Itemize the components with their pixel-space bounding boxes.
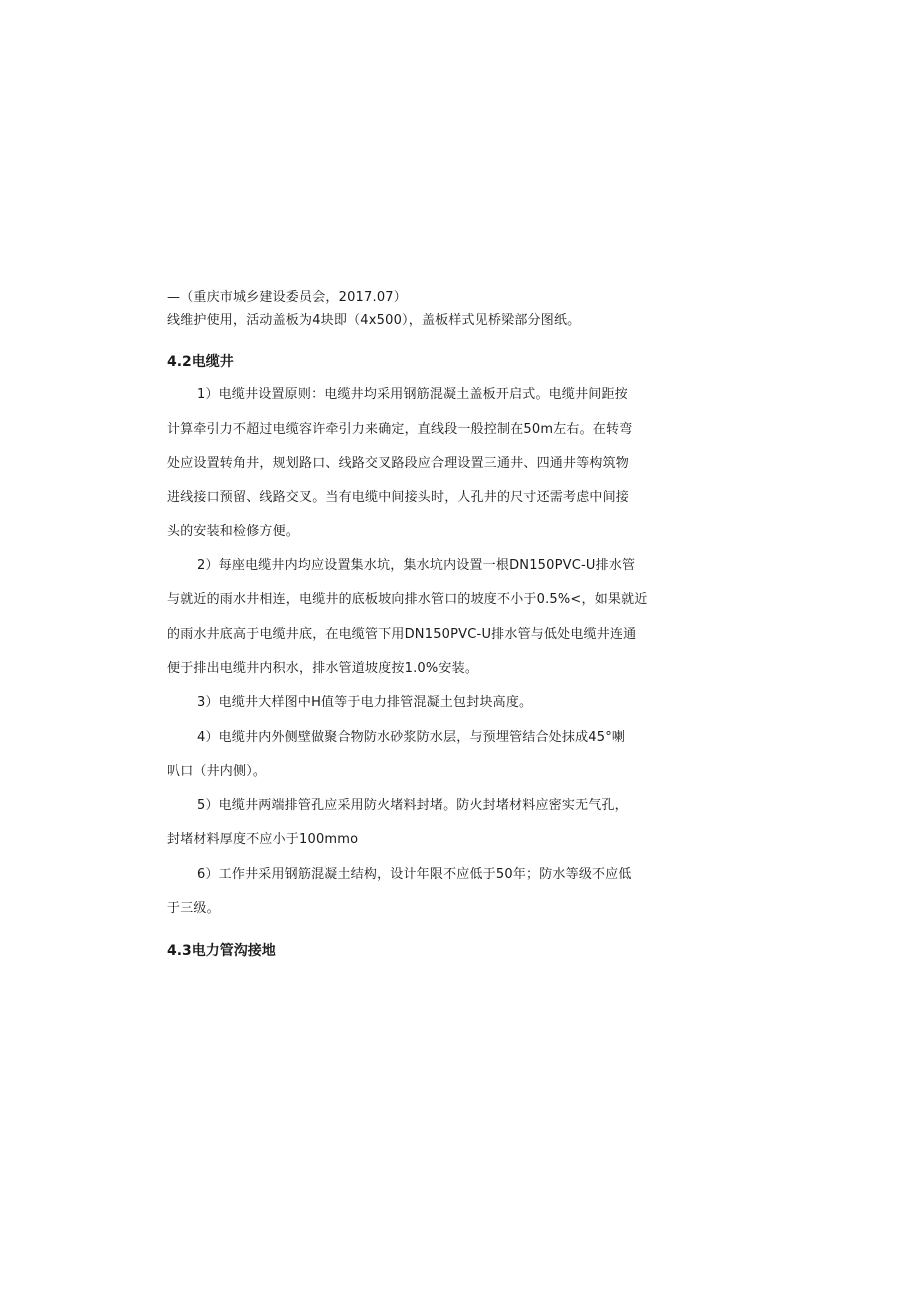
paragraph-2-line: 的雨水井底高于电缆井底，在电缆管下用DN150PVC-U排水管与低处电缆井连通: [167, 627, 637, 642]
paragraph-2-line: 便于排出电缆井内积水，排水管道坡度按1.0%安装。: [167, 661, 479, 676]
paragraph-4-line: 4）电缆井内外侧壁做聚合物防水砂浆防水层，与预埋管结合处抹成45°喇: [197, 730, 626, 745]
paragraph-6-line: 6）工作井采用钢筋混凝土结构，设计年限不应低于50年；防水等级不应低: [197, 867, 632, 882]
paragraph-4-line: 叭口（井内侧）。: [167, 764, 267, 779]
paragraph-1-line: 处应设置转角井，规划路口、线路交叉路段应合理设置三通井、四通井等构筑物: [167, 456, 630, 471]
paragraph-1-line: 计算牵引力不超过电缆容许牵引力来确定，直线段一般控制在50m左右。在转弯: [167, 422, 633, 437]
paragraph-1-line: 头的安装和检修方便。: [167, 524, 300, 539]
paragraph-5-line: 封堵材料厚度不应小于100mmo: [167, 832, 359, 847]
paragraph-5-line: 5）电缆井两端排管孔应采用防火堵料封堵。防火封堵材料应密实无气孔，: [197, 798, 628, 813]
paragraph-2-line: 与就近的雨水井相连，电缆井的底板坡向排水管口的坡度不小于0.5%<，如果就近: [167, 592, 648, 607]
paragraph-1-line: 1）电缆井设置原则：电缆井均采用钢筋混凝土盖板开启式。电缆井间距按: [197, 387, 628, 402]
header-line-1: —（重庆市城乡建设委员会，2017.07）: [167, 290, 407, 305]
paragraph-1-line: 进线接口预留、线路交叉。当有电缆中间接头时，人孔井的尺寸还需考虑中间接: [167, 490, 630, 505]
paragraph-2-line: 2）每座电缆井内均应设置集水坑，集水坑内设置一根DN150PVC-U排水管: [197, 558, 636, 573]
section-4-3-heading: 4.3电力管沟接地: [167, 943, 276, 959]
paragraph-6-line: 于三级。: [167, 901, 220, 916]
paragraph-3-line: 3）电缆井大样图中H值等于电力排管混凝土包封块高度。: [197, 695, 533, 710]
header-line-2: 线维护使用，活动盖板为4块即（4x500），盖板样式见桥梁部分图纸。: [167, 313, 581, 328]
section-4-2-heading: 4.2电缆井: [167, 354, 234, 370]
